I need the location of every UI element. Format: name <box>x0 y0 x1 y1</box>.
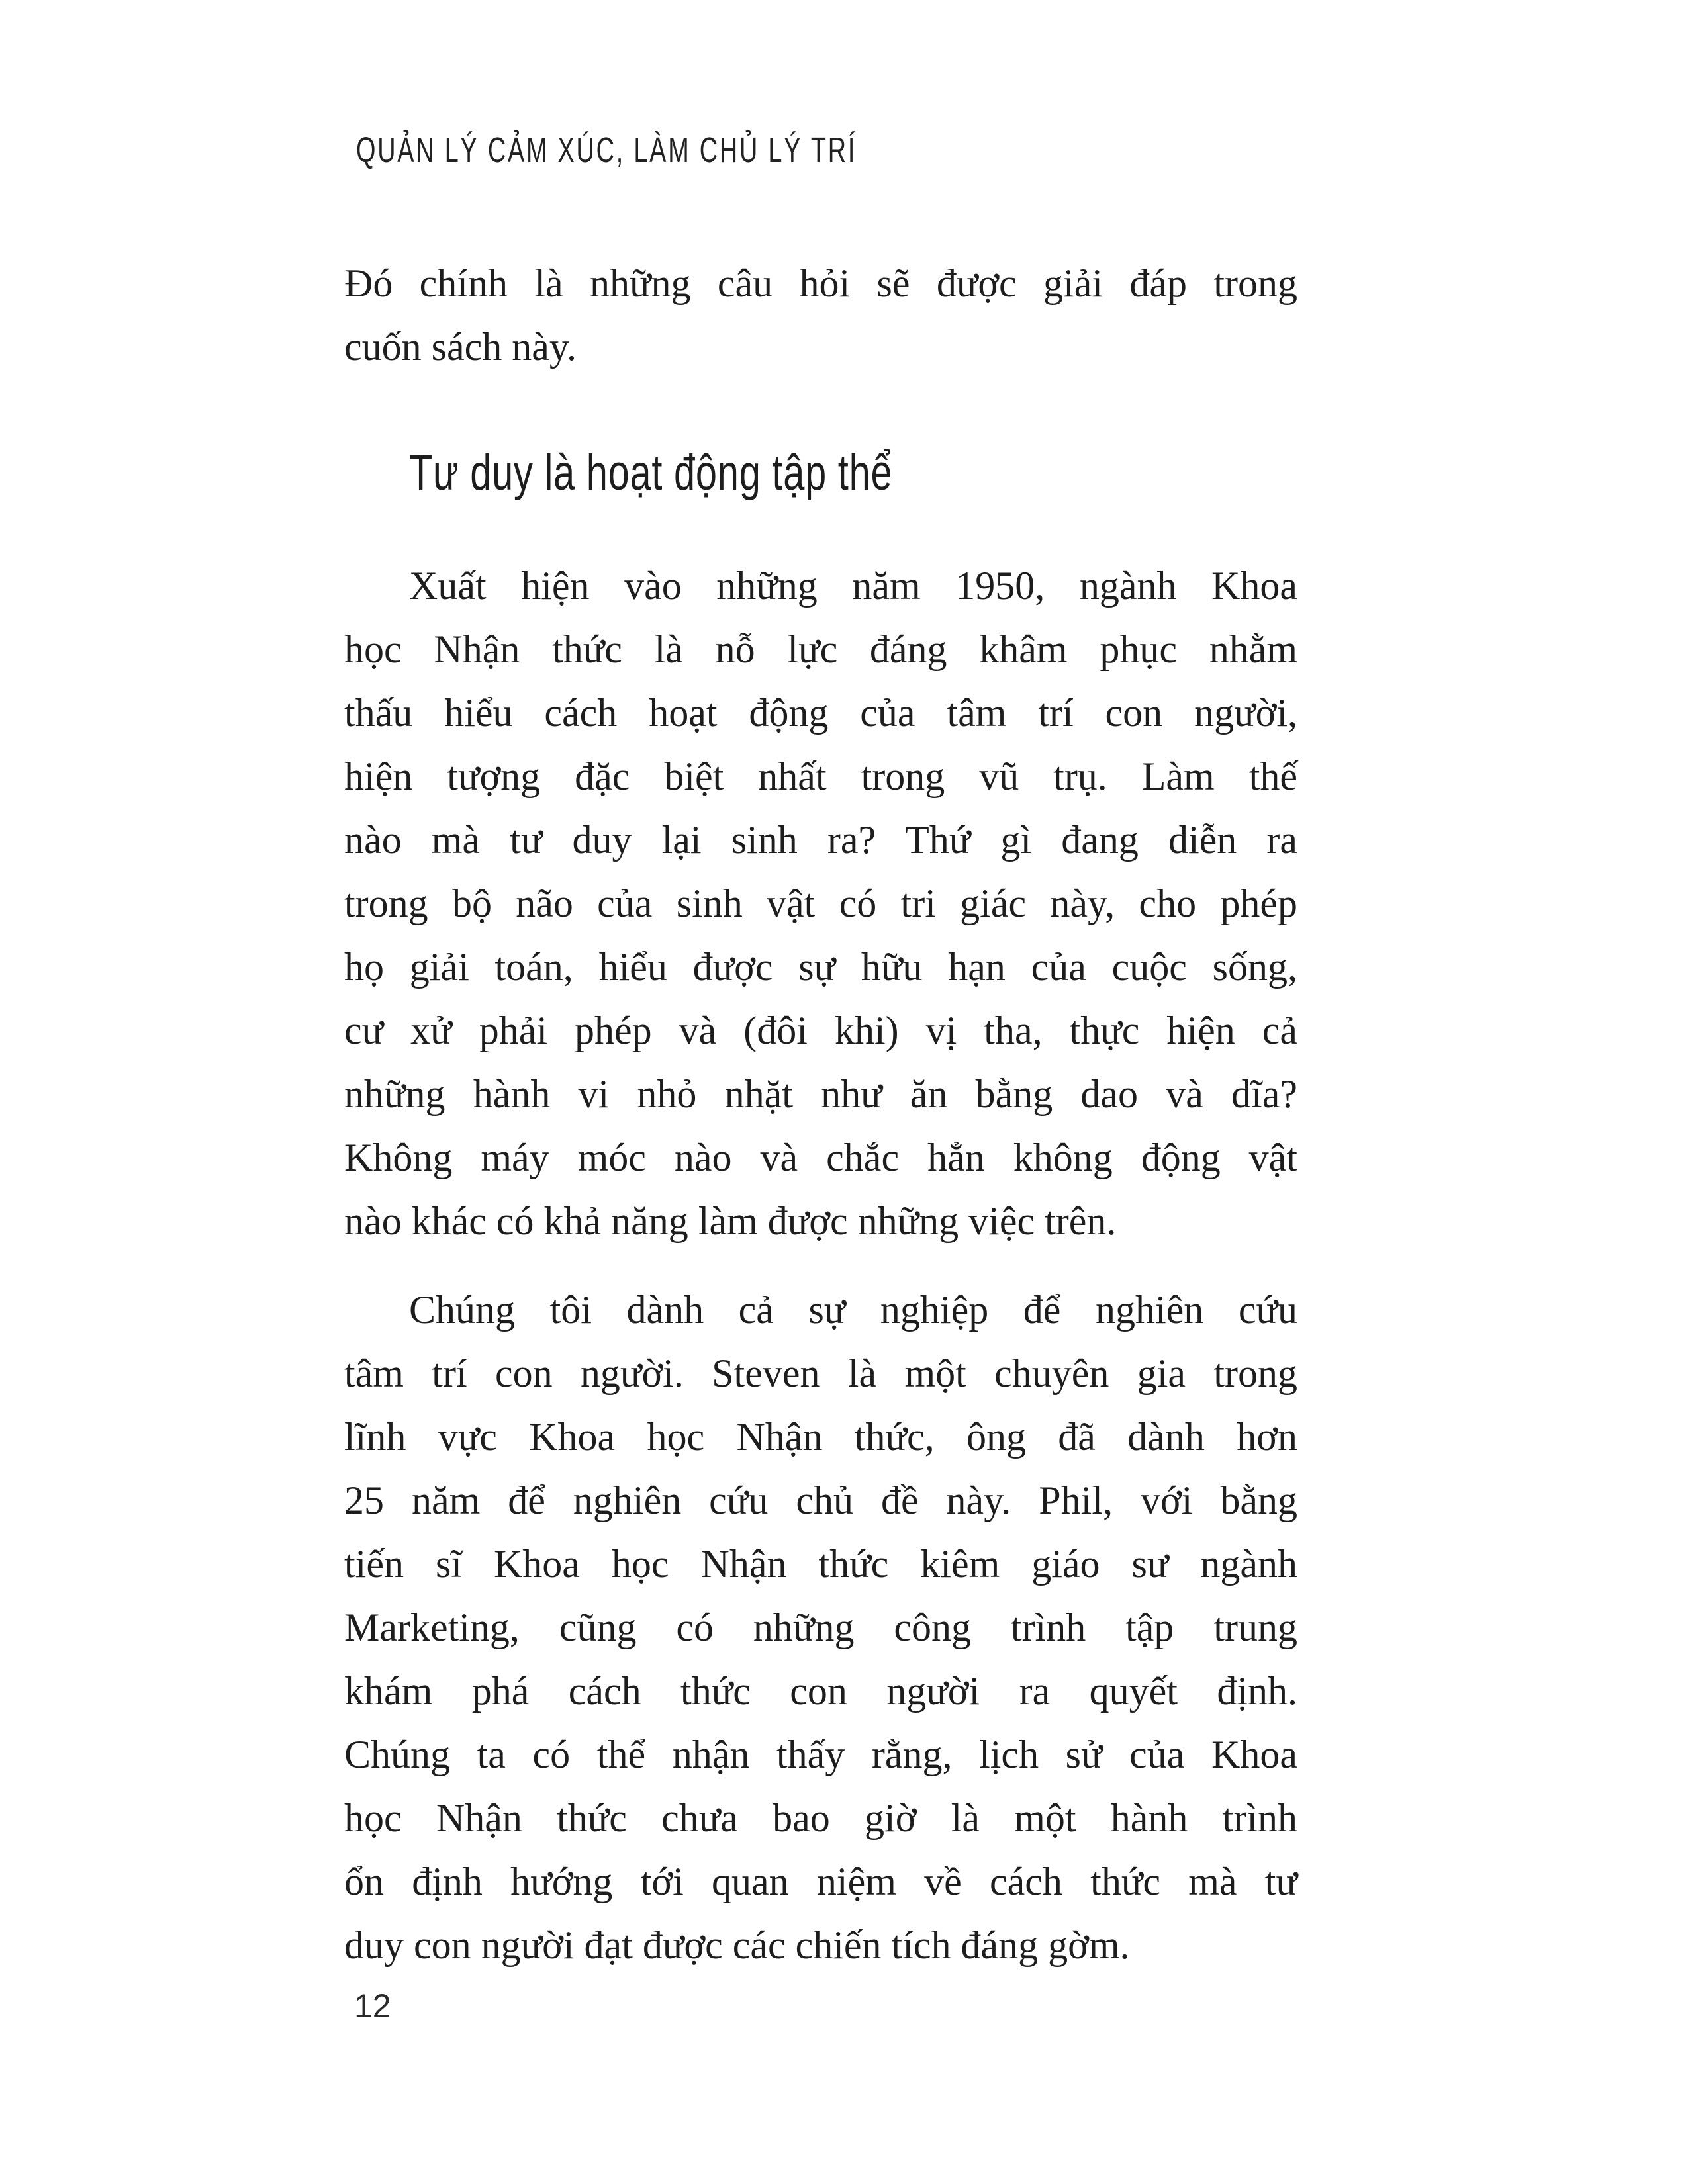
text-line: học Nhận thức chưa bao giờ là một hành trình <box>344 1796 1297 1840</box>
text-line: 25 năm để nghiên cứu chủ đề này. Phil, với bằng <box>344 1479 1297 1522</box>
paragraph-2 <box>344 554 1297 1253</box>
text-column <box>344 251 1297 1977</box>
text-line: hiện tượng đặc biệt nhất trong vũ trụ. Làm thế <box>344 754 1297 798</box>
text-line: Chúng ta có thể nhận thấy rằng, lịch sử của Khoa <box>344 1733 1297 1776</box>
text-line: nào mà tư duy lại sinh ra? Thứ gì đang diễn ra <box>344 818 1297 862</box>
running-header: QUẢN LÝ CẢM XÚC, LÀM CHỦ LÝ TRÍ <box>356 130 857 170</box>
text-line: nào khác có khả năng làm được những việc trên. <box>344 1199 1117 1243</box>
text-line: trong bộ não của sinh vật có tri giác này, cho phép <box>344 882 1297 925</box>
text-line: tâm trí con người. Steven là một chuyên gia trong <box>344 1351 1297 1395</box>
text-line: Đó chính là những câu hỏi sẽ được giải đáp trong <box>344 261 1297 305</box>
paragraph-3 <box>344 1278 1297 1977</box>
text-line: Không máy móc nào và chắc hẳn không động vật <box>344 1136 1297 1179</box>
text-line: Marketing, cũng có những công trình tập trung <box>344 1606 1297 1649</box>
text-line: ổn định hướng tới quan niệm về cách thức mà tư <box>344 1860 1297 1903</box>
text-line: Chúng tôi dành cả sự nghiệp để nghiên cứu <box>409 1288 1297 1332</box>
text-line: cư xử phải phép và (đôi khi) vị tha, thực hiện cả <box>344 1009 1297 1052</box>
text-line: họ giải toán, hiểu được sự hữu hạn của cuộc sống, <box>344 945 1297 989</box>
text-line: khám phá cách thức con người ra quyết định. <box>344 1669 1297 1713</box>
section-heading-row <box>344 437 1297 523</box>
paragraph-1 <box>344 251 1297 379</box>
text-line: cuốn sách này. <box>344 325 577 369</box>
text-line: lĩnh vực Khoa học Nhận thức, ông đã dành hơn <box>344 1415 1297 1459</box>
text-line: học Nhận thức là nỗ lực đáng khâm phục nhằm <box>344 627 1297 671</box>
text-line: duy con người đạt được các chiến tích đáng gờm. <box>344 1923 1130 1967</box>
page-number: 12 <box>354 1987 391 2025</box>
text-line: tiến sĩ Khoa học Nhận thức kiêm giáo sư ngành <box>344 1542 1297 1586</box>
text-line: Xuất hiện vào những năm 1950, ngành Khoa <box>409 564 1297 608</box>
section-heading: Tư duy là hoạt động tập thể <box>409 445 893 501</box>
text-line: những hành vi nhỏ nhặt như ăn bằng dao và dĩa? <box>344 1072 1297 1116</box>
text-line: thấu hiểu cách hoạt động của tâm trí con người, <box>344 691 1297 735</box>
